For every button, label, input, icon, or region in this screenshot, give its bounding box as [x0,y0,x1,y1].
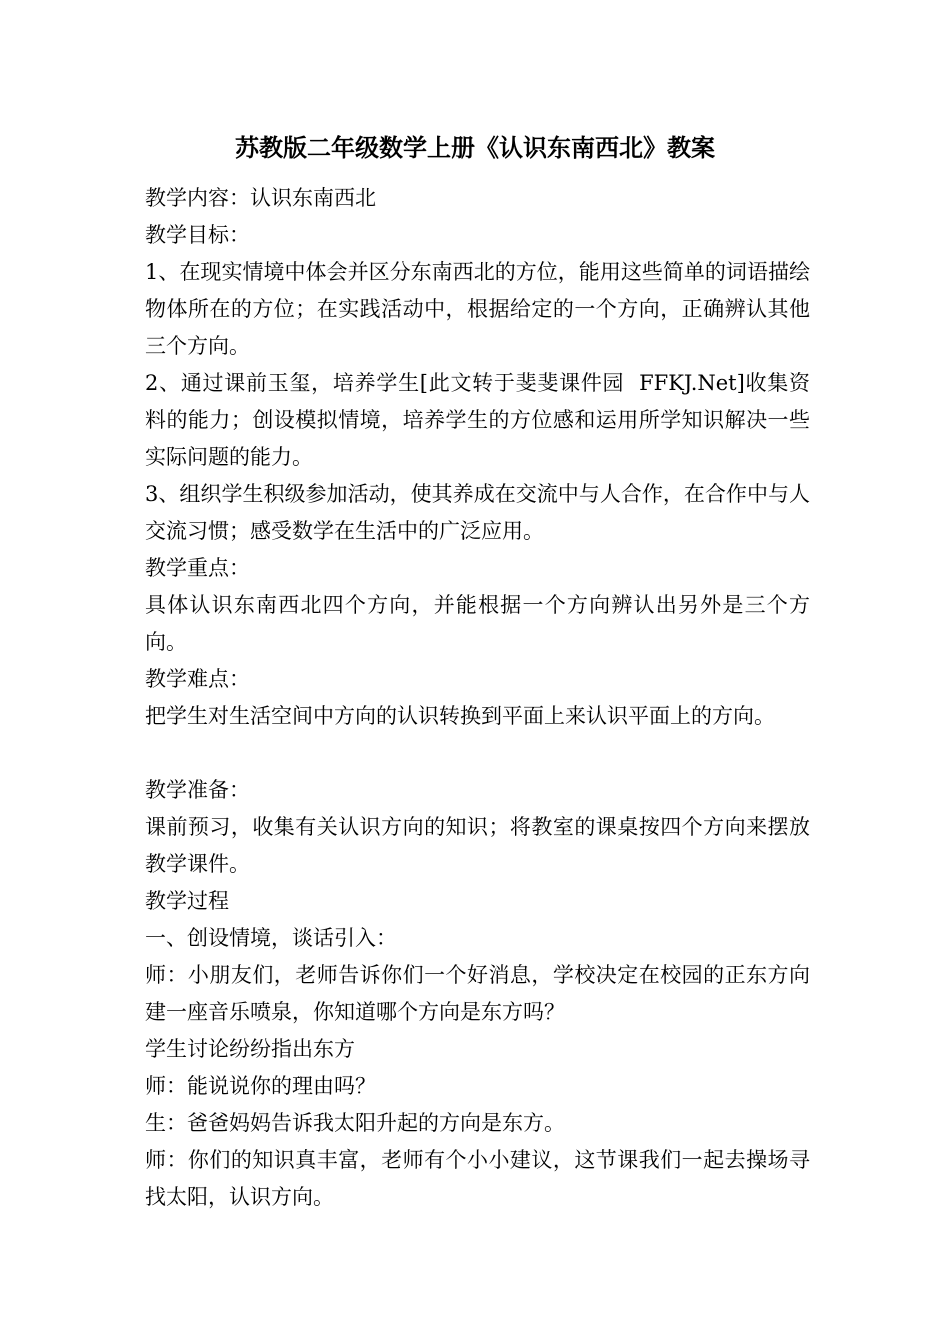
paragraph-objectives-heading: 教学目标： [145,223,250,247]
paragraph-section-1-heading: 一、创设情境，谈话引入： [145,926,397,950]
paragraph-process-heading: 教学过程 [145,889,229,913]
blank-line [145,735,810,772]
paragraph-preparation-heading: 教学准备： [145,778,250,802]
document-title: 苏教版二年级数学上册《认识东南西北》教案 [235,133,715,162]
paragraph-difficulty: 把学生对生活空间中方向的认识转换到平面上来认识平面上的方向。 [145,704,775,728]
paragraph-preparation: 课前预习，收集有关认识方向的知识；将教室的课桌按四个方向来摆放教学课件。 [145,815,810,876]
paragraph-key-point: 具体认识东南西北四个方向，并能根据一个方向辨认出另外是三个方向。 [145,593,810,654]
paragraph-teacher-1: 师：小朋友们，老师告诉你们一个好消息，学校决定在校园的正东方向建一座音乐喷泉，你知道哪个方向是东方吗？ [145,963,810,1024]
paragraph-key-point-heading: 教学重点： [145,556,250,580]
paragraph-teacher-2: 师：能说说你的理由吗？ [145,1074,376,1098]
paragraph-objective-1: 1、在现实情境中体会并区分东南西北的方位，能用这些简单的词语描绘物体所在的方位；在实践活动中，根据给定的一个方向，正确辨认其他三个方向。 [145,260,810,358]
paragraph-content-heading: 教学内容：认识东南西北 [145,186,376,210]
paragraph-student-1: 生：爸爸妈妈告诉我太阳升起的方向是东方。 [145,1111,565,1135]
paragraph-objective-2: 2、通过课前玉玺，培养学生[此文转于斐斐课件园 FFKJ.Net]收集资料的能力；创设模拟情境，培养学生的方位感和运用所学知识解决一些实际问题的能力。 [145,371,810,469]
paragraph-students-discuss: 学生讨论纷纷指出东方 [145,1037,355,1061]
paragraph-teacher-3: 师：你们的知识真丰富，老师有个小小建议，这节课我们一起去操场寻找太阳，认识方向。 [145,1148,810,1209]
paragraph-difficulty-heading: 教学难点： [145,667,250,691]
document-body [145,180,810,1216]
paragraph-objective-3: 3、组织学生积级参加活动，使其养成在交流中与人合作，在合作中与人交流习惯；感受数学在生活中的广泛应用。 [145,482,810,543]
